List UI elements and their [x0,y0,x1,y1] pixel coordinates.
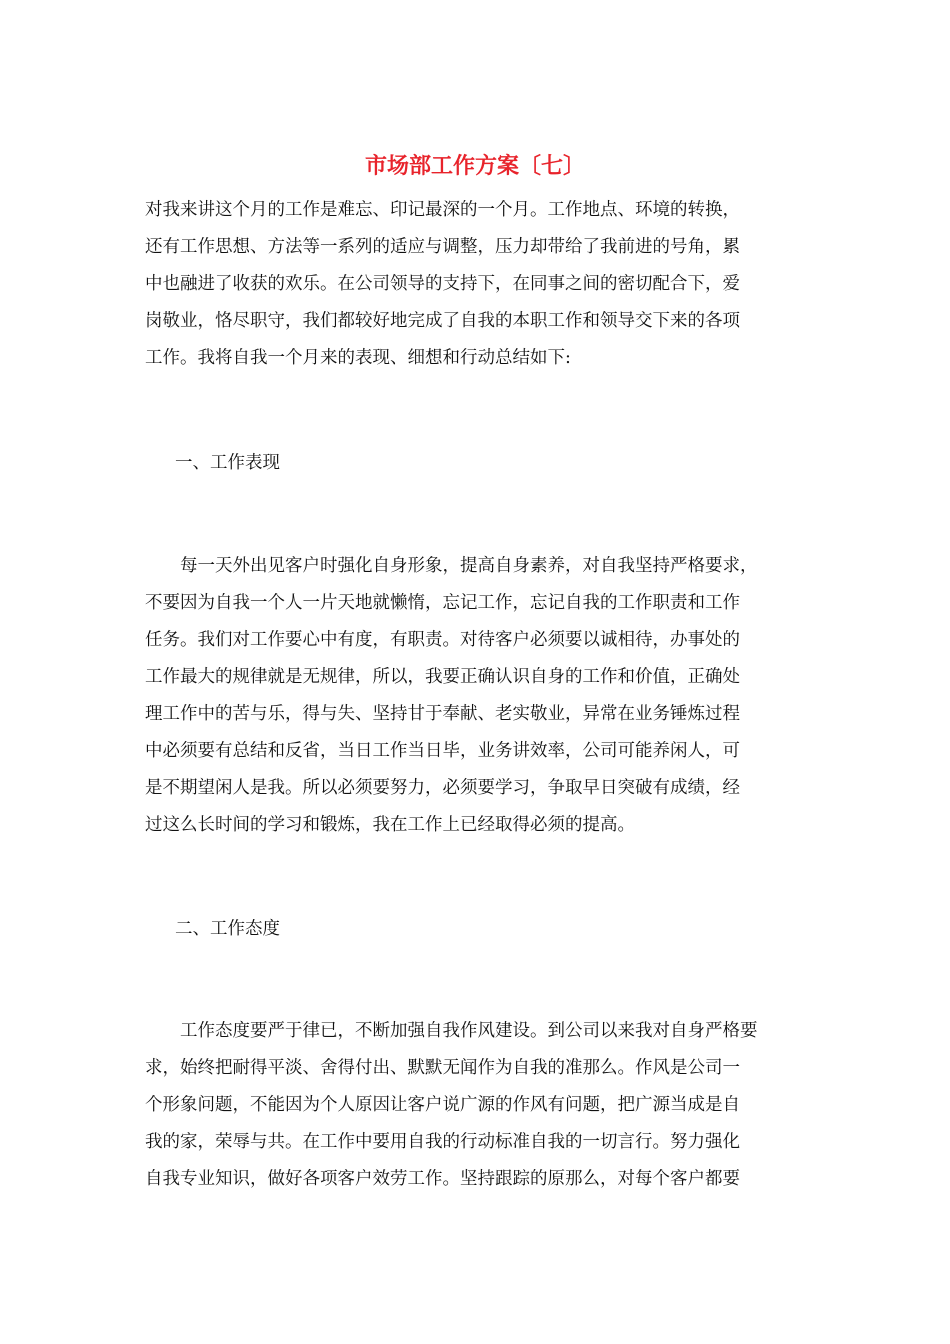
text-line: 任务。我们对工作要心中有度，有职责。对待客户必须要以诚相待，办事处的 [145,630,740,650]
text-line: 工作最大的规律就是无规律，所以，我要正确认识自身的工作和价值，正确处 [145,667,740,687]
document-title: 市场部工作方案〔七〕 [364,153,585,179]
text-line: 还有工作思想、方法等一系列的适应与调整，压力却带给了我前进的号角，累 [145,237,740,257]
intro-paragraph [145,192,805,377]
text-line: 理工作中的苦与乐，得与失、坚持甘于奉献、老实敬业，异常在业务锤炼过程 [145,704,740,724]
text-line: 不要因为自我一个人一片天地就懒惰，忘记工作，忘记自我的工作职责和工作 [145,593,740,613]
text-line: 每一天外出见客户时强化自身形象，提高自身素养，对自我坚持严格要求， [145,556,758,576]
text-line: 求，始终把耐得平淡、舍得付出、默默无闻作为自我的准那么。作风是公司一 [145,1058,740,1078]
text-line: 岗敬业，恪尽职守，我们都较好地完成了自我的本职工作和领导交下来的各项 [145,311,740,331]
work-performance-paragraph [145,548,805,844]
work-attitude-paragraph [145,1013,805,1198]
text-line: 过这么长时间的学习和锻炼，我在工作上已经取得必须的提高。 [145,815,635,835]
text-line: 个形象问题，不能因为个人原因让客户说广源的作风有问题，把广源当成是自 [145,1095,740,1115]
text-line: 对我来讲这个月的工作是难忘、印记最深的一个月。工作地点、环境的转换， [145,200,740,220]
section-heading-work-performance: 一、工作表现 [175,453,280,473]
section-heading-work-attitude: 二、工作态度 [175,919,280,939]
text-line: 是不期望闲人是我。所以必须要努力，必须要学习，争取早日突破有成绩，经 [145,778,740,798]
text-line: 我的家，荣辱与共。在工作中要用自我的行动标准自我的一切言行。努力强化 [145,1132,740,1152]
text-line: 自我专业知识，做好各项客户效劳工作。坚持跟踪的原那么，对每个客户都要 [145,1169,740,1189]
text-line: 中必须要有总结和反省，当日工作当日毕，业务讲效率，公司可能养闲人，可 [145,741,740,761]
text-line: 工作。我将自我一个月来的表现、细想和行动总结如下: [145,348,571,368]
text-line: 工作态度要严于律已，不断加强自我作风建设。到公司以来我对自身严格要 [145,1021,758,1041]
text-line: 中也融进了收获的欢乐。在公司领导的支持下，在同事之间的密切配合下，爱 [145,274,740,294]
